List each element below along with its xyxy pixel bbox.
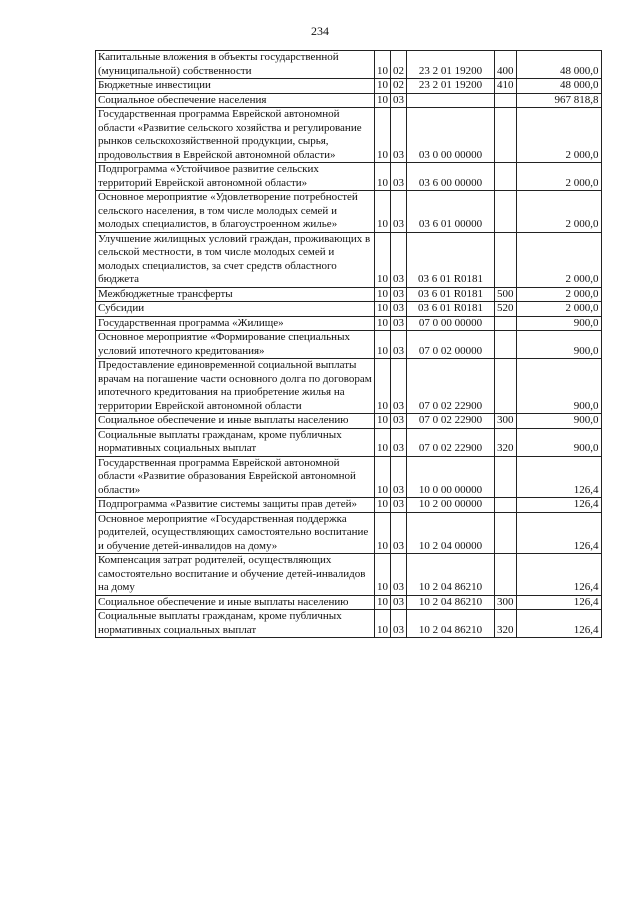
row-target-article-cell: 03 0 00 00000 — [407, 108, 495, 163]
row-amount-cell: 2 000,0 — [516, 302, 601, 317]
table-row — [96, 331, 602, 359]
row-section-cell: 10 — [375, 456, 391, 498]
row-name-cell: Улучшение жилищных условий граждан, проживающих в сельской местности, в том числе молодых семей и молодых специалистов, за счет средств областного бюджета — [96, 232, 375, 287]
row-name-cell: Компенсация затрат родителей, осуществляющих самостоятельно воспитание и обучение детей-инвалидов на дому — [96, 554, 375, 596]
row-section-cell: 10 — [375, 108, 391, 163]
row-section-cell: 10 — [375, 79, 391, 94]
row-expense-type-cell: 500 — [495, 287, 517, 302]
row-target-article-cell: 10 2 04 86210 — [407, 610, 495, 638]
table-row — [96, 512, 602, 554]
row-subsection-cell: 03 — [391, 108, 407, 163]
table-row — [96, 287, 602, 302]
row-name-cell: Предоставление единовременной социальной выплаты врачам на погашение части основного долга по договорам ипотечного кредитования на приобретение жилья на территории Еврейской автономной области — [96, 359, 375, 414]
row-amount-cell: 126,4 — [516, 595, 601, 610]
row-target-article-cell: 03 6 01 R0181 — [407, 232, 495, 287]
row-target-article-cell: 10 2 04 86210 — [407, 554, 495, 596]
row-amount-cell: 48 000,0 — [516, 51, 601, 79]
row-amount-cell: 900,0 — [516, 428, 601, 456]
row-subsection-cell: 03 — [391, 428, 407, 456]
row-expense-type-cell — [495, 191, 517, 233]
row-amount-cell: 126,4 — [516, 610, 601, 638]
row-section-cell: 10 — [375, 287, 391, 302]
row-expense-type-cell: 520 — [495, 302, 517, 317]
row-name-cell: Государственная программа Еврейской автономной области «Развитие сельского хозяйства и регулирование рынков сельскохозяйственной продукции, сырья, продовольствия в Еврейской автономной области» — [96, 108, 375, 163]
row-amount-cell: 126,4 — [516, 456, 601, 498]
row-section-cell: 10 — [375, 512, 391, 554]
row-target-article-cell: 07 0 02 00000 — [407, 331, 495, 359]
row-section-cell: 10 — [375, 610, 391, 638]
table-row — [96, 93, 602, 108]
row-subsection-cell: 02 — [391, 51, 407, 79]
row-expense-type-cell: 300 — [495, 414, 517, 429]
row-name-cell: Социальное обеспечение и иные выплаты населению — [96, 595, 375, 610]
row-name-cell: Государственная программа «Жилище» — [96, 316, 375, 331]
row-name-cell: Государственная программа Еврейской автономной области «Развитие образования Еврейской автономной области» — [96, 456, 375, 498]
table-row — [96, 359, 602, 414]
row-name-cell: Капитальные вложения в объекты государственной (муниципальной) собственности — [96, 51, 375, 79]
table-row — [96, 232, 602, 287]
row-target-article-cell: 03 6 01 00000 — [407, 191, 495, 233]
row-expense-type-cell: 300 — [495, 595, 517, 610]
row-name-cell: Подпрограмма «Устойчивое развитие сельских территорий Еврейской автономной области» — [96, 163, 375, 191]
table-row — [96, 191, 602, 233]
row-amount-cell: 900,0 — [516, 359, 601, 414]
row-expense-type-cell — [495, 93, 517, 108]
row-expense-type-cell — [495, 498, 517, 513]
table-row — [96, 316, 602, 331]
row-section-cell: 10 — [375, 51, 391, 79]
row-name-cell: Социальные выплаты гражданам, кроме публичных нормативных социальных выплат — [96, 428, 375, 456]
row-target-article-cell: 23 2 01 19200 — [407, 51, 495, 79]
table-row — [96, 302, 602, 317]
row-name-cell: Основное мероприятие «Формирование специальных условий ипотечного кредитования» — [96, 331, 375, 359]
row-subsection-cell: 03 — [391, 287, 407, 302]
row-expense-type-cell — [495, 163, 517, 191]
row-target-article-cell: 10 2 04 86210 — [407, 595, 495, 610]
row-subsection-cell: 03 — [391, 456, 407, 498]
row-subsection-cell: 03 — [391, 316, 407, 331]
table-row — [96, 610, 602, 638]
row-amount-cell: 900,0 — [516, 414, 601, 429]
row-subsection-cell: 03 — [391, 163, 407, 191]
row-target-article-cell: 10 2 04 00000 — [407, 512, 495, 554]
table-row — [96, 108, 602, 163]
row-subsection-cell: 03 — [391, 232, 407, 287]
row-amount-cell: 900,0 — [516, 316, 601, 331]
row-expense-type-cell — [495, 232, 517, 287]
table-row — [96, 414, 602, 429]
table-row — [96, 498, 602, 513]
row-target-article-cell: 10 0 00 00000 — [407, 456, 495, 498]
row-target-article-cell — [407, 93, 495, 108]
row-subsection-cell: 03 — [391, 554, 407, 596]
row-amount-cell: 126,4 — [516, 512, 601, 554]
row-amount-cell: 2 000,0 — [516, 232, 601, 287]
row-name-cell: Бюджетные инвестиции — [96, 79, 375, 94]
row-subsection-cell: 03 — [391, 93, 407, 108]
row-target-article-cell: 07 0 02 22900 — [407, 428, 495, 456]
row-target-article-cell: 23 2 01 19200 — [407, 79, 495, 94]
page-number: 234 — [311, 24, 329, 38]
row-name-cell: Субсидии — [96, 302, 375, 317]
row-expense-type-cell — [495, 554, 517, 596]
row-section-cell: 10 — [375, 232, 391, 287]
row-amount-cell: 2 000,0 — [516, 191, 601, 233]
row-amount-cell: 126,4 — [516, 498, 601, 513]
table-row — [96, 51, 602, 79]
row-name-cell: Социальное обеспечение населения — [96, 93, 375, 108]
row-section-cell: 10 — [375, 595, 391, 610]
row-target-article-cell: 10 2 00 00000 — [407, 498, 495, 513]
row-expense-type-cell: 400 — [495, 51, 517, 79]
table-row — [96, 456, 602, 498]
row-expense-type-cell: 410 — [495, 79, 517, 94]
row-section-cell: 10 — [375, 316, 391, 331]
row-expense-type-cell: 320 — [495, 428, 517, 456]
row-target-article-cell: 03 6 01 R0181 — [407, 287, 495, 302]
row-subsection-cell: 03 — [391, 595, 407, 610]
row-target-article-cell: 07 0 00 00000 — [407, 316, 495, 331]
row-section-cell: 10 — [375, 191, 391, 233]
row-section-cell: 10 — [375, 359, 391, 414]
row-expense-type-cell — [495, 331, 517, 359]
row-section-cell: 10 — [375, 302, 391, 317]
row-expense-type-cell — [495, 108, 517, 163]
row-subsection-cell: 03 — [391, 331, 407, 359]
row-section-cell: 10 — [375, 93, 391, 108]
row-section-cell: 10 — [375, 163, 391, 191]
row-expense-type-cell — [495, 359, 517, 414]
row-amount-cell: 48 000,0 — [516, 79, 601, 94]
table-row — [96, 163, 602, 191]
row-name-cell: Основное мероприятие «Удовлетворение потребностей сельского населения, в том числе молодых семей и молодых специалистов, в благоустроенном жилье» — [96, 191, 375, 233]
row-expense-type-cell: 320 — [495, 610, 517, 638]
table-row — [96, 428, 602, 456]
table-row — [96, 79, 602, 94]
row-expense-type-cell — [495, 316, 517, 331]
row-amount-cell: 2 000,0 — [516, 287, 601, 302]
row-target-article-cell: 07 0 02 22900 — [407, 414, 495, 429]
row-amount-cell: 126,4 — [516, 554, 601, 596]
row-name-cell: Социальное обеспечение и иные выплаты населению — [96, 414, 375, 429]
table-row — [96, 595, 602, 610]
row-target-article-cell: 03 6 01 R0181 — [407, 302, 495, 317]
row-name-cell: Социальные выплаты гражданам, кроме публичных нормативных социальных выплат — [96, 610, 375, 638]
row-section-cell: 10 — [375, 554, 391, 596]
row-name-cell: Межбюджетные трансферты — [96, 287, 375, 302]
row-subsection-cell: 03 — [391, 414, 407, 429]
row-amount-cell: 2 000,0 — [516, 108, 601, 163]
row-subsection-cell: 03 — [391, 191, 407, 233]
table-row — [96, 554, 602, 596]
budget-table-body — [96, 51, 602, 638]
row-amount-cell: 2 000,0 — [516, 163, 601, 191]
row-expense-type-cell — [495, 512, 517, 554]
budget-table — [95, 50, 602, 638]
row-section-cell: 10 — [375, 498, 391, 513]
row-subsection-cell: 03 — [391, 359, 407, 414]
row-section-cell: 10 — [375, 414, 391, 429]
row-section-cell: 10 — [375, 428, 391, 456]
row-target-article-cell: 07 0 02 22900 — [407, 359, 495, 414]
row-subsection-cell: 02 — [391, 79, 407, 94]
row-subsection-cell: 03 — [391, 498, 407, 513]
row-name-cell: Подпрограмма «Развитие системы защиты прав детей» — [96, 498, 375, 513]
row-section-cell: 10 — [375, 331, 391, 359]
row-target-article-cell: 03 6 00 00000 — [407, 163, 495, 191]
row-subsection-cell: 03 — [391, 512, 407, 554]
row-subsection-cell: 03 — [391, 302, 407, 317]
row-amount-cell: 900,0 — [516, 331, 601, 359]
row-amount-cell: 967 818,8 — [516, 93, 601, 108]
row-name-cell: Основное мероприятие «Государственная поддержка родителей, осуществляющих самостоятельно воспитание и обучение детей-инвалидов на дому» — [96, 512, 375, 554]
row-expense-type-cell — [495, 456, 517, 498]
row-subsection-cell: 03 — [391, 610, 407, 638]
